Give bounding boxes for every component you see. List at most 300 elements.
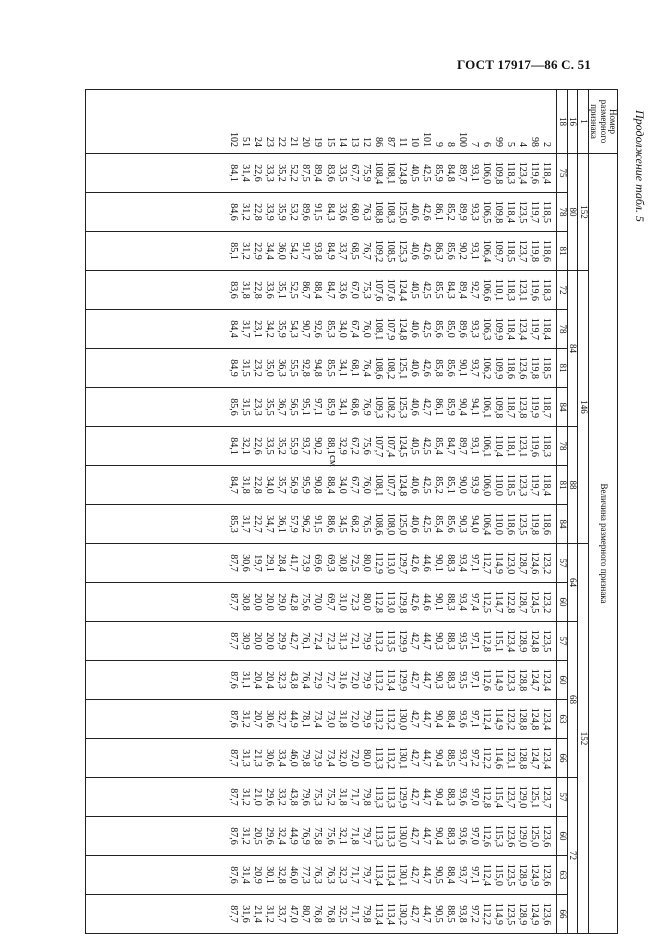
value-column-2-value: 93,8 xyxy=(312,242,324,260)
value-column-2-value: 123,7 xyxy=(517,239,529,263)
value-column-15-value: 123,4 xyxy=(541,746,553,770)
row-number-column-value: 24 xyxy=(252,137,264,147)
value-column-4-value: 118,4 xyxy=(505,317,517,341)
value-column-19-value: 31,6 xyxy=(240,905,252,923)
h16-5: 68 xyxy=(567,622,577,778)
h18-9: 81 xyxy=(557,466,567,505)
value-column-17-value: 97,0 xyxy=(469,827,481,845)
value-column-4-value: 85,3 xyxy=(324,320,336,338)
value-column-19-value: 71,7 xyxy=(348,905,360,923)
value-column-14-value: 79,9 xyxy=(360,710,372,728)
value-column-10 xyxy=(86,544,557,583)
value-column-16-value: 75,2 xyxy=(324,788,336,806)
row-number-column-value: 23 xyxy=(264,137,276,147)
value-column-15-value: 113,2 xyxy=(384,746,396,770)
value-column-17-value: 71,8 xyxy=(348,827,360,845)
value-column-4-value: 107,9 xyxy=(384,317,396,341)
value-column-19-value: 76,8 xyxy=(324,905,336,923)
value-column-0-value: 109,8 xyxy=(493,161,505,185)
value-column-3-value: 35,1 xyxy=(276,281,288,299)
value-column-16-value: 125,1 xyxy=(529,785,541,809)
h18-19: 63 xyxy=(557,856,567,895)
value-column-12-value: 123,5 xyxy=(541,629,553,653)
value-column-14-value: 44,9 xyxy=(288,710,300,728)
value-column-1-value: 119,7 xyxy=(529,200,541,224)
value-column-15-value: 90,4 xyxy=(432,749,444,767)
value-column-17-value: 88,3 xyxy=(445,827,456,845)
values-header: Величина размерного признака xyxy=(588,154,617,934)
value-column-15-value: 73,9 xyxy=(312,749,324,767)
value-column-14-value: 128,8 xyxy=(517,707,529,731)
value-column-10-value: 87,7 xyxy=(228,554,240,572)
value-column-2-value: 106,4 xyxy=(481,239,493,263)
value-column-18 xyxy=(86,856,557,895)
h1-3: 152 xyxy=(578,544,588,934)
value-column-13-value: 93,5 xyxy=(457,671,469,689)
value-column-15-value: 79,8 xyxy=(300,749,312,767)
value-column-18-value: 90,5 xyxy=(432,866,444,884)
value-column-6-value: 36,7 xyxy=(276,398,288,416)
value-column-14-value: 31,2 xyxy=(240,710,252,728)
value-column-16-value: 79,8 xyxy=(360,788,372,806)
value-column-13-value: 31,1 xyxy=(240,671,252,689)
value-column-19-value: 80,7 xyxy=(300,905,312,923)
value-column-11-value: 69,7 xyxy=(324,593,336,611)
value-column-17-value: 29,6 xyxy=(264,827,276,845)
value-column-1-value: 125,0 xyxy=(396,200,408,224)
value-column-5-value: 35,0 xyxy=(264,359,276,377)
value-column-9-value: 108,0 xyxy=(384,512,396,536)
row-number-column-value: 6 xyxy=(481,142,493,147)
value-column-8-value: 118,5 xyxy=(505,473,517,497)
value-column-8-value: 34,0 xyxy=(336,476,348,494)
value-column-4-value: 106,3 xyxy=(481,317,493,341)
value-column-15-value: 21,3 xyxy=(252,749,264,767)
value-column-8-value: 110,0 xyxy=(493,473,505,497)
value-column-3-value: 67,0 xyxy=(348,281,360,299)
value-column-12-value: 76,1 xyxy=(300,632,312,650)
value-column-10-value: 69,6 xyxy=(312,554,324,572)
value-column-14-value: 123,2 xyxy=(505,707,517,731)
value-column-8-value: 107,7 xyxy=(384,473,396,497)
value-column-0-value: 67,7 xyxy=(348,164,360,182)
row-number-column-value: 99 xyxy=(493,137,505,147)
value-column-13-value: 128,8 xyxy=(517,668,529,692)
value-column-6-value: 123,8 xyxy=(517,395,529,419)
value-column-10-value: 80,0 xyxy=(360,554,372,572)
value-column-5-value: 92,8 xyxy=(300,359,312,377)
value-column-6-value: 35,5 xyxy=(264,398,276,416)
value-column-8-value: 90,0 xyxy=(457,476,469,494)
value-column-14-value: 130,0 xyxy=(396,707,408,731)
value-column-7-value: 93,1 xyxy=(469,437,481,455)
value-column-12 xyxy=(86,622,557,661)
value-column-4-value: 34,0 xyxy=(336,320,348,338)
value-column-11-value: 42,6 xyxy=(408,593,420,611)
value-column-19-value: 93,8 xyxy=(457,905,469,923)
value-column-7-value: 22,6 xyxy=(252,437,264,455)
value-column-16-value: 31,8 xyxy=(336,788,348,806)
value-column-2-value: 31,2 xyxy=(240,242,252,260)
value-column-11-value: 42,8 xyxy=(288,593,300,611)
value-column-13-value: 72,7 xyxy=(324,671,336,689)
value-column-15-value: 130,1 xyxy=(396,746,408,770)
value-column-18-value: 31,4 xyxy=(240,866,252,884)
value-column-19-value: 90,5 xyxy=(432,905,444,923)
value-column-17-value: 113,3 xyxy=(384,824,396,848)
value-column-19-value: 88,5 xyxy=(445,905,456,923)
value-column-14-value: 113,2 xyxy=(384,707,396,731)
value-column-2-value: 108,5 xyxy=(384,239,396,263)
value-column-0-value: 83,6 xyxy=(324,164,336,182)
value-column-7-value: 84,7 xyxy=(445,437,456,455)
value-column-3-value: 118,3 xyxy=(505,278,517,302)
row-number-column-value: 2 xyxy=(541,142,553,147)
value-column-13-value: 44,7 xyxy=(420,671,432,689)
value-column-9-value: 68,2 xyxy=(348,515,360,533)
value-column-17-value: 79,7 xyxy=(360,827,372,845)
value-column-16-value: 43,8 xyxy=(288,788,300,806)
row-number-column-value: 19 xyxy=(312,137,324,147)
value-column-9-value: 123,5 xyxy=(517,512,529,536)
value-column-2 xyxy=(86,232,557,271)
value-column-0-value: 118,4 xyxy=(541,161,553,185)
value-column-16-value: 21,0 xyxy=(252,788,264,806)
value-column-7-value: 85,4 xyxy=(432,437,444,455)
value-column-13-value: 20,4 xyxy=(252,671,264,689)
value-column-10-value: 44,6 xyxy=(420,554,432,572)
value-column-1-value: 123,5 xyxy=(517,200,529,224)
value-column-12-value: 115,1 xyxy=(493,629,505,653)
h16-3: 88 xyxy=(567,427,577,544)
value-column-2-value: 119,8 xyxy=(529,239,541,263)
value-column-10-value: 30,6 xyxy=(240,554,252,572)
value-column-4-value: 119,7 xyxy=(529,317,541,341)
value-column-19-value: 31,2 xyxy=(264,905,276,923)
value-column-19-value: 113,4 xyxy=(372,902,384,926)
value-column-3-value: 88,4 xyxy=(312,281,324,299)
value-column-9-value: 85,3 xyxy=(228,515,240,533)
h16-1: 80 xyxy=(567,154,577,271)
value-column-12-value: 113,2 xyxy=(372,629,384,653)
value-column-6-value: 68,6 xyxy=(348,398,360,416)
value-column-18-value: 46,0 xyxy=(288,866,300,884)
value-column-18-value: 42,7 xyxy=(408,866,420,884)
h18-13: 57 xyxy=(557,622,567,661)
value-column-7-value: 35,2 xyxy=(276,437,288,455)
value-column-6-value: 76,9 xyxy=(360,398,372,416)
value-column-17-value: 31,2 xyxy=(240,827,252,845)
h18-0: 18 xyxy=(557,90,567,154)
value-column-7-value: 110,4 xyxy=(493,434,505,458)
value-column-6-value: 108,2 xyxy=(384,395,396,419)
value-column-4-value: 31,7 xyxy=(240,320,252,338)
unit-label: см xyxy=(327,455,339,467)
value-column-11-value: 20,0 xyxy=(264,593,276,611)
value-column-6-value: 56,5 xyxy=(288,398,300,416)
row-number-column-value: 22 xyxy=(276,137,288,147)
value-column-18-value: 123,6 xyxy=(541,863,553,887)
value-column-5-value: 90,1 xyxy=(457,359,469,377)
value-column-17-value: 130,0 xyxy=(396,824,408,848)
value-column-11-value: 93,4 xyxy=(457,593,469,611)
value-column-3-value: 92,7 xyxy=(469,281,481,299)
value-column-4-value: 92,6 xyxy=(312,320,324,338)
row-number-column-value: 11 xyxy=(396,137,408,147)
value-column-4-value: 23,1 xyxy=(252,320,264,338)
value-column-11-value: 31,0 xyxy=(336,593,348,611)
value-column-9-value: 110,0 xyxy=(493,512,505,536)
value-column-11-value: 128,7 xyxy=(517,590,529,614)
value-column-9 xyxy=(86,505,557,544)
value-column-4-value: 34,2 xyxy=(264,320,276,338)
value-column-1-value: 109,8 xyxy=(493,200,505,224)
row-number-column-value: 98 xyxy=(529,137,541,147)
value-column-8-value: 95,9 xyxy=(300,476,312,494)
value-column-6-value: 95,1 xyxy=(300,398,312,416)
number-header: Номер размерного признака xyxy=(588,90,617,154)
value-column-4-value: 84,4 xyxy=(228,320,240,338)
value-column-14-value: 44,7 xyxy=(420,710,432,728)
value-column-13-value: 129,9 xyxy=(396,668,408,692)
value-column-13-value: 87,6 xyxy=(228,671,240,689)
value-column-8-value: 35,7 xyxy=(276,476,288,494)
value-column-0-value: 33,5 xyxy=(336,164,348,182)
value-column-18-value: 97,1 xyxy=(469,866,481,884)
value-column-6-value: 40,6 xyxy=(408,398,420,416)
value-column-13-value: 20,4 xyxy=(264,671,276,689)
value-column-11-value: 122,8 xyxy=(505,590,517,614)
value-column-0-value: 119,6 xyxy=(529,161,541,185)
value-column-10-value: 93,4 xyxy=(457,554,469,572)
value-column-14-value: 72,0 xyxy=(348,710,360,728)
value-column-5-value: 125,1 xyxy=(396,356,408,380)
value-column-2-value: 125,3 xyxy=(396,239,408,263)
value-column-16-value: 87,7 xyxy=(228,788,240,806)
value-column-5-value: 108,2 xyxy=(384,356,396,380)
value-column-18-value: 79,7 xyxy=(360,866,372,884)
row-number-column-value: 102 xyxy=(228,132,240,147)
value-column-16-value: 44,7 xyxy=(420,788,432,806)
value-column-12-value: 90,3 xyxy=(432,632,444,650)
value-column-12-value: 72,1 xyxy=(348,632,360,650)
value-column-17-value: 112,6 xyxy=(481,824,493,848)
value-column-9-value: 96,2 xyxy=(300,515,312,533)
value-column-1-value: 31,2 xyxy=(240,203,252,221)
value-column-3-value: 119,6 xyxy=(529,278,541,302)
value-column-8-value: 90,8 xyxy=(312,476,324,494)
value-column-11-value: 75,6 xyxy=(300,593,312,611)
value-column-15-value: 88,5 xyxy=(445,749,456,767)
value-column-9-value: 34,7 xyxy=(264,515,276,533)
value-column-3-value: 83,6 xyxy=(228,281,240,299)
value-column-9-value: 125,0 xyxy=(396,512,408,536)
value-column-17-value: 93,6 xyxy=(457,827,469,845)
value-column-8-value: 42,5 xyxy=(420,476,432,494)
value-column-0 xyxy=(86,154,557,193)
value-column-7-value: 32,1 xyxy=(240,437,252,455)
value-column-9-value: 57,9 xyxy=(288,515,300,533)
value-column-8-value: 93,9 xyxy=(469,476,481,494)
value-column-16-value: 97,0 xyxy=(469,788,481,806)
row-number-column-value: 86 xyxy=(372,137,384,147)
h18-1: 75 xyxy=(557,154,567,193)
value-column-17-value: 115,3 xyxy=(493,824,505,848)
value-column-4-value: 42,5 xyxy=(420,320,432,338)
value-column-15-value: 80,0 xyxy=(360,749,372,767)
value-column-16-value: 129,0 xyxy=(517,785,529,809)
row-number-column-value: 21 xyxy=(288,137,300,147)
value-column-6-value: 23,3 xyxy=(252,398,264,416)
value-column-18-value: 93,7 xyxy=(457,866,469,884)
value-column-2-value: 33,7 xyxy=(336,242,348,260)
value-column-18-value: 123,5 xyxy=(505,863,517,887)
value-column-14-value: 42,7 xyxy=(408,710,420,728)
value-column-13-value: 32,3 xyxy=(276,671,288,689)
value-column-6-value: 106,1 xyxy=(481,395,493,419)
value-column-0-value: 84,8 xyxy=(445,164,456,182)
row-number-column-value: 14 xyxy=(336,137,348,147)
value-column-0-value: 124,8 xyxy=(396,161,408,185)
value-column-14-value: 78,1 xyxy=(300,710,312,728)
value-column-0-value: 123,4 xyxy=(517,161,529,185)
value-column-5-value: 55,5 xyxy=(288,359,300,377)
row-number-column xyxy=(86,90,557,154)
value-column-1-value: 91,5 xyxy=(312,203,324,221)
value-column-7-value: 118,1 xyxy=(505,434,517,458)
value-column-7-value: 67,2 xyxy=(348,437,360,455)
value-column-10-value: 69,3 xyxy=(324,554,336,572)
value-column-8-value: 108,1 xyxy=(372,473,384,497)
value-column-5 xyxy=(86,349,557,388)
value-column-0-value: 40,5 xyxy=(408,164,420,182)
value-column-7-value: 89,7 xyxy=(457,437,469,455)
value-column-18-value: 88,4 xyxy=(445,866,456,884)
value-column-13-value: 90,3 xyxy=(432,671,444,689)
value-column-9-value: 40,6 xyxy=(408,515,420,533)
value-column-10-value: 19,7 xyxy=(252,554,264,572)
value-column-19-value: 123,5 xyxy=(505,902,517,926)
value-column-1-value: 85,2 xyxy=(445,203,456,221)
value-column-7-value: 118,3 xyxy=(541,434,553,458)
value-column-9-value: 90,3 xyxy=(457,515,469,533)
value-column-2-value: 85,1 xyxy=(228,242,240,260)
value-column-2-value: 93,1 xyxy=(469,242,481,260)
table-caption: Продолжение табл. 5 xyxy=(633,110,647,222)
value-column-3-value: 89,4 xyxy=(457,281,469,299)
value-column-17-value: 32,1 xyxy=(336,827,348,845)
value-column-19 xyxy=(86,895,557,934)
value-column-2-value: 109,2 xyxy=(372,239,384,263)
value-column-1-value: 33,6 xyxy=(336,203,348,221)
value-column-10-value: 129,7 xyxy=(396,551,408,575)
value-column-4-value: 54,3 xyxy=(288,320,300,338)
value-column-7-value: 40,5 xyxy=(408,437,420,455)
value-column-11-value: 70,0 xyxy=(312,593,324,611)
value-column-5-value: 40,6 xyxy=(408,359,420,377)
value-column-19-value: 114,9 xyxy=(493,902,505,926)
value-column-13-value: 42,7 xyxy=(408,671,420,689)
h1-0: 1 xyxy=(578,90,588,154)
value-column-0-value: 87,5 xyxy=(300,164,312,182)
value-column-18-value: 76,3 xyxy=(324,866,336,884)
value-column-11-value: 72,3 xyxy=(348,593,360,611)
value-column-12-value: 112,8 xyxy=(481,629,493,653)
value-column-3-value: 40,5 xyxy=(408,281,420,299)
value-column-11-value: 44,6 xyxy=(420,593,432,611)
value-column-11-value: 88,3 xyxy=(445,593,456,611)
value-column-17-value: 75,6 xyxy=(324,827,336,845)
value-column-11-value: 113,0 xyxy=(384,590,396,614)
value-column-15-value: 73,4 xyxy=(324,749,336,767)
value-column-12-value: 72,4 xyxy=(312,632,324,650)
value-column-3-value: 86,7 xyxy=(300,281,312,299)
value-column-2-value: 36,0 xyxy=(276,242,288,260)
value-column-11 xyxy=(86,583,557,622)
value-column-10-value: 29,1 xyxy=(264,554,276,572)
value-column-17-value: 76,9 xyxy=(300,827,312,845)
value-column-17-value: 20,5 xyxy=(252,827,264,845)
value-column-0-value: 106,0 xyxy=(481,161,493,185)
value-column-3-value: 124,4 xyxy=(396,278,408,302)
value-column-5-value: 76,4 xyxy=(360,359,372,377)
value-column-1 xyxy=(86,193,557,232)
value-column-19-value: 33,7 xyxy=(276,905,288,923)
value-column-11-value: 87,7 xyxy=(228,593,240,611)
value-column-12-value: 44,7 xyxy=(420,632,432,650)
value-column-12-value: 124,8 xyxy=(529,629,541,653)
row-number-column-value: 9 xyxy=(432,142,444,147)
value-column-10-value: 123,2 xyxy=(541,551,553,575)
row-number-column-value: 7 xyxy=(469,142,481,147)
value-column-11-value: 129,8 xyxy=(396,590,408,614)
value-column-5-value: 85,8 xyxy=(432,359,444,377)
value-column-19-value: 97,2 xyxy=(469,905,481,923)
value-column-3-value: 123,1 xyxy=(517,278,529,302)
value-column-18-value: 20,9 xyxy=(252,866,264,884)
value-column-7-value: 42,5 xyxy=(420,437,432,455)
value-column-16-value: 112,8 xyxy=(481,785,493,809)
row-number-column-value: 8 xyxy=(445,142,456,147)
value-column-18-value: 115,0 xyxy=(493,863,505,887)
value-column-4-value: 109,9 xyxy=(493,317,505,341)
value-column-12-value: 87,7 xyxy=(228,632,240,650)
row-number-column-value: 12 xyxy=(360,137,372,147)
h18-8: 78 xyxy=(557,427,567,466)
value-column-18-value: 32,3 xyxy=(336,866,348,884)
value-column-0-value: 22,6 xyxy=(252,164,264,182)
value-column-9-value: 85,6 xyxy=(445,515,456,533)
value-column-15-value: 72,0 xyxy=(348,749,360,767)
value-column-10-value: 112,7 xyxy=(481,551,493,575)
h16-4: 64 xyxy=(567,544,577,622)
value-column-12-value: 42,7 xyxy=(288,632,300,650)
value-column-13-value: 113,4 xyxy=(384,668,396,692)
h16-6: 72 xyxy=(567,778,577,934)
value-column-1-value: 42,6 xyxy=(420,203,432,221)
value-column-6-value: 109,3 xyxy=(372,395,384,419)
value-column-8-value: 34,0 xyxy=(264,476,276,494)
value-column-3-value: 110,1 xyxy=(493,278,505,302)
value-column-0-value: 108,4 xyxy=(372,161,384,185)
value-column-8-value: 123,3 xyxy=(517,473,529,497)
value-column-9-value: 88,6 xyxy=(324,515,336,533)
h18-15: 63 xyxy=(557,700,567,739)
value-column-9-value: 31,7 xyxy=(240,515,252,533)
value-column-19-value: 76,8 xyxy=(312,905,324,923)
value-column-4-value: 85,0 xyxy=(445,320,456,338)
value-column-8-value: 124,8 xyxy=(396,473,408,497)
